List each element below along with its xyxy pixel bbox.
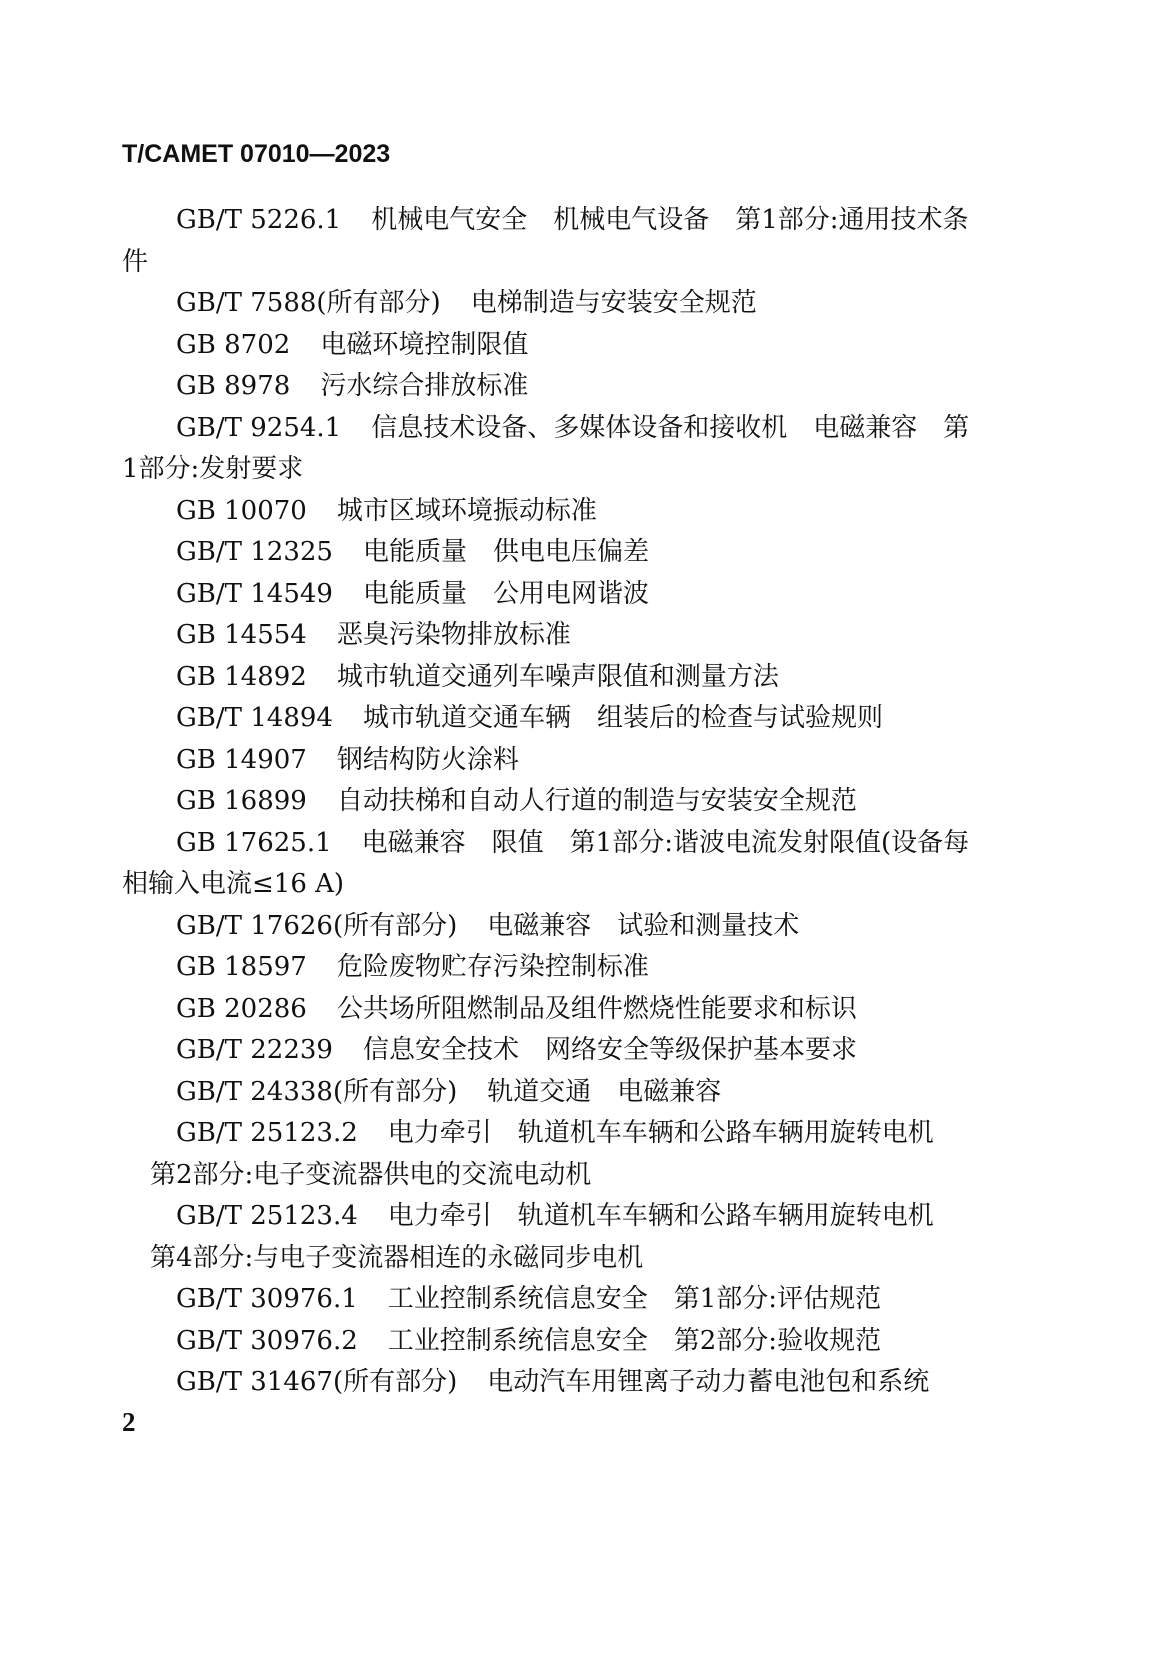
reference-entry xyxy=(122,906,982,948)
reference-entry xyxy=(122,1362,982,1404)
reference-code: GB/T 7588(所有部分) xyxy=(176,288,441,318)
standard-number-header: T/CAMET 07010—2023 xyxy=(122,140,391,168)
reference-title: 城市轨道交通车辆 组装后的检查与试验规则 xyxy=(362,703,883,733)
reference-title: 电力牵引 轨道机车车辆和公路车辆用旋转电机 第2部分:电子变流器供电的交流电动机 xyxy=(150,1118,960,1190)
reference-entry xyxy=(122,1196,982,1279)
reference-entry xyxy=(122,1072,982,1114)
reference-entry xyxy=(122,491,982,533)
reference-code: GB/T 30976.1 xyxy=(176,1284,358,1314)
reference-entry xyxy=(122,532,982,574)
reference-code: GB 8702 xyxy=(176,329,291,360)
reference-title: 城市轨道交通列车噪声限值和测量方法 xyxy=(336,661,779,692)
reference-entry xyxy=(122,615,982,657)
reference-title: 信息技术设备、多媒体设备和接收机 电磁兼容 第1部分:发射要求 xyxy=(122,412,970,484)
reference-code: GB/T 14549 xyxy=(176,578,333,609)
reference-entry xyxy=(122,698,982,740)
reference-title: 机械电气安全 机械电气设备 第1部分:通用技术条件 xyxy=(122,205,969,277)
reference-entry xyxy=(122,781,982,823)
reference-entry xyxy=(122,1279,982,1321)
reference-title: 电磁兼容 限值 第1部分:谐波电流发射限值(设备每相输入电流≤16 A) xyxy=(122,827,970,899)
reference-title: 钢结构防火涂料 xyxy=(336,744,519,775)
reference-title: 信息安全技术 网络安全等级保护基本要求 xyxy=(362,1035,857,1065)
reference-title: 工业控制系统信息安全 第2部分:验收规范 xyxy=(387,1325,882,1356)
reference-code: GB/T 5226.1 xyxy=(176,205,342,235)
reference-entry xyxy=(122,408,982,491)
reference-code: GB/T 25123.4 xyxy=(176,1201,358,1231)
reference-title: 电磁兼容 试验和测量技术 xyxy=(487,910,800,941)
normative-references-list xyxy=(122,200,982,1404)
reference-code: GB/T 17626(所有部分) xyxy=(176,910,458,941)
reference-entry xyxy=(122,200,982,283)
reference-entry xyxy=(122,325,982,367)
reference-code: GB 17625.1 xyxy=(176,827,332,858)
reference-title: 恶臭污染物排放标准 xyxy=(336,620,571,650)
reference-entry xyxy=(122,1113,982,1196)
reference-code: GB/T 14894 xyxy=(176,703,333,733)
reference-title: 危险废物贮存污染控制标准 xyxy=(336,952,649,982)
reference-title: 污水综合排放标准 xyxy=(320,371,529,401)
reference-title: 电梯制造与安装安全规范 xyxy=(470,288,757,318)
reference-entry xyxy=(122,366,982,408)
reference-title: 工业控制系统信息安全 第1部分:评估规范 xyxy=(387,1284,882,1314)
reference-code: GB/T 31467(所有部分) xyxy=(176,1367,458,1397)
reference-code: GB/T 25123.2 xyxy=(176,1118,358,1148)
reference-code: GB 16899 xyxy=(176,786,307,816)
reference-entry xyxy=(122,823,982,906)
reference-code: GB 14892 xyxy=(176,661,307,692)
reference-code: GB 8978 xyxy=(176,371,291,401)
reference-entry xyxy=(122,740,982,782)
reference-code: GB/T 24338(所有部分) xyxy=(176,1076,458,1107)
reference-code: GB/T 12325 xyxy=(176,537,333,567)
reference-code: GB/T 30976.2 xyxy=(176,1325,358,1356)
reference-entry xyxy=(122,574,982,616)
reference-code: GB 20286 xyxy=(176,993,307,1024)
reference-title: 电能质量 供电电压偏差 xyxy=(362,537,649,567)
reference-title: 城市区域环境振动标准 xyxy=(336,495,597,526)
reference-code: GB 10070 xyxy=(176,495,307,526)
reference-title: 电力牵引 轨道机车车辆和公路车辆用旋转电机 第4部分:与电子变流器相连的永磁同步电机 xyxy=(150,1201,960,1273)
reference-title: 自动扶梯和自动人行道的制造与安装安全规范 xyxy=(336,786,857,816)
reference-code: GB 14554 xyxy=(176,620,307,650)
reference-code: GB/T 9254.1 xyxy=(176,412,342,443)
page-number: 2 xyxy=(122,1407,136,1437)
reference-title: 电动汽车用锂离子动力蓄电池包和系统 xyxy=(487,1367,930,1397)
reference-entry xyxy=(122,283,982,325)
reference-title: 电能质量 公用电网谐波 xyxy=(362,578,649,609)
reference-entry xyxy=(122,989,982,1031)
reference-title: 电磁环境控制限值 xyxy=(320,329,529,360)
reference-code: GB 18597 xyxy=(176,952,307,982)
reference-entry xyxy=(122,657,982,699)
reference-entry xyxy=(122,947,982,989)
reference-code: GB/T 22239 xyxy=(176,1035,333,1065)
reference-title: 公共场所阻燃制品及组件燃烧性能要求和标识 xyxy=(336,993,857,1024)
reference-title: 轨道交通 电磁兼容 xyxy=(487,1076,722,1107)
reference-entry xyxy=(122,1030,982,1072)
reference-entry xyxy=(122,1321,982,1363)
reference-code: GB 14907 xyxy=(176,744,307,775)
